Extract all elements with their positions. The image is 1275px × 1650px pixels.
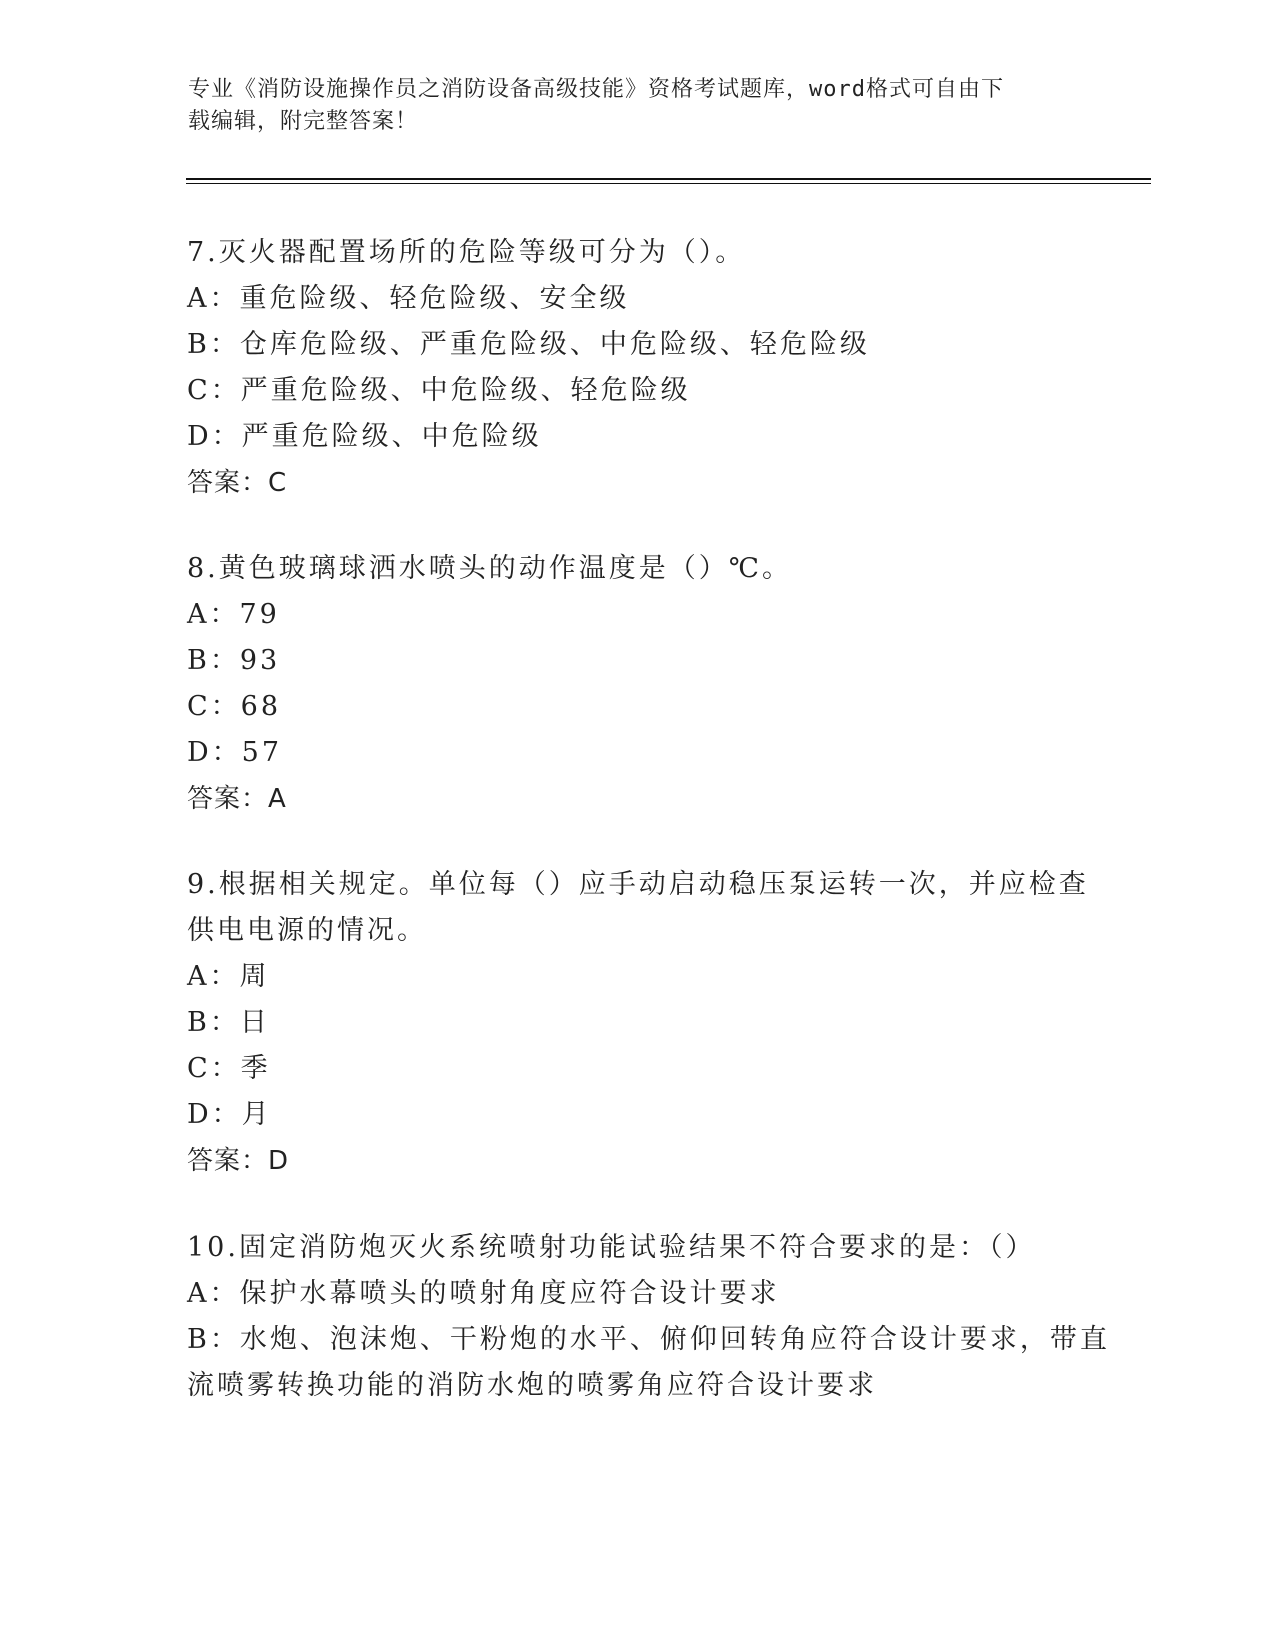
- option-c: C：严重危险级、中危险级、轻危险级: [187, 375, 691, 406]
- question-stem-line-1: 9.根据相关规定。单位每（）应手动启动稳压泵运转一次，并应检查: [187, 869, 1089, 900]
- header-divider-thin: [186, 183, 1151, 184]
- document-header: [188, 74, 1068, 138]
- question-stem: 8.黄色玻璃球洒水喷头的动作温度是（）℃。: [187, 553, 792, 584]
- question-10: [187, 1225, 1110, 1409]
- question-8: [187, 546, 1087, 822]
- answer: 答案：D: [187, 1146, 290, 1176]
- header-divider: [186, 178, 1151, 180]
- question-stem: 10.固定消防炮灭火系统喷射功能试验结果不符合要求的是：（）: [187, 1232, 1036, 1263]
- answer: 答案：C: [187, 468, 288, 498]
- answer: 答案：A: [187, 784, 287, 814]
- option-d: D：月: [187, 1099, 272, 1130]
- header-line-2: 载编辑，附完整答案！: [188, 109, 419, 134]
- question-7: [187, 230, 1087, 506]
- header-line-1: 专业《消防设施操作员之消防设备高级技能》资格考试题库，word格式可自由下: [188, 77, 1004, 102]
- option-b: B：93: [187, 645, 281, 676]
- option-c: C：68: [187, 691, 282, 722]
- question-stem: 7.灭火器配置场所的危险等级可分为（）。: [187, 237, 746, 268]
- question-stem-line-2: 供电电源的情况。: [187, 915, 427, 946]
- option-c: C：季: [187, 1053, 271, 1084]
- option-d: D：57: [187, 737, 283, 768]
- option-a: A：重危险级、轻危险级、安全级: [187, 283, 630, 314]
- option-a: A：周: [187, 961, 270, 992]
- option-a: A：保护水幕喷头的喷射角度应符合设计要求: [187, 1278, 780, 1309]
- option-b: B：日: [187, 1007, 270, 1038]
- option-b-continued: 流喷雾转换功能的消防水炮的喷雾角应符合设计要求: [187, 1370, 877, 1401]
- option-b: B：仓库危险级、严重危险级、中危险级、轻危险级: [187, 329, 870, 360]
- question-9: [187, 862, 1087, 1184]
- option-b: B：水炮、泡沫炮、干粉炮的水平、俯仰回转角应符合设计要求，带直: [187, 1324, 1110, 1355]
- option-d: D：严重危险级、中危险级: [187, 421, 542, 452]
- option-a: A：79: [187, 599, 280, 630]
